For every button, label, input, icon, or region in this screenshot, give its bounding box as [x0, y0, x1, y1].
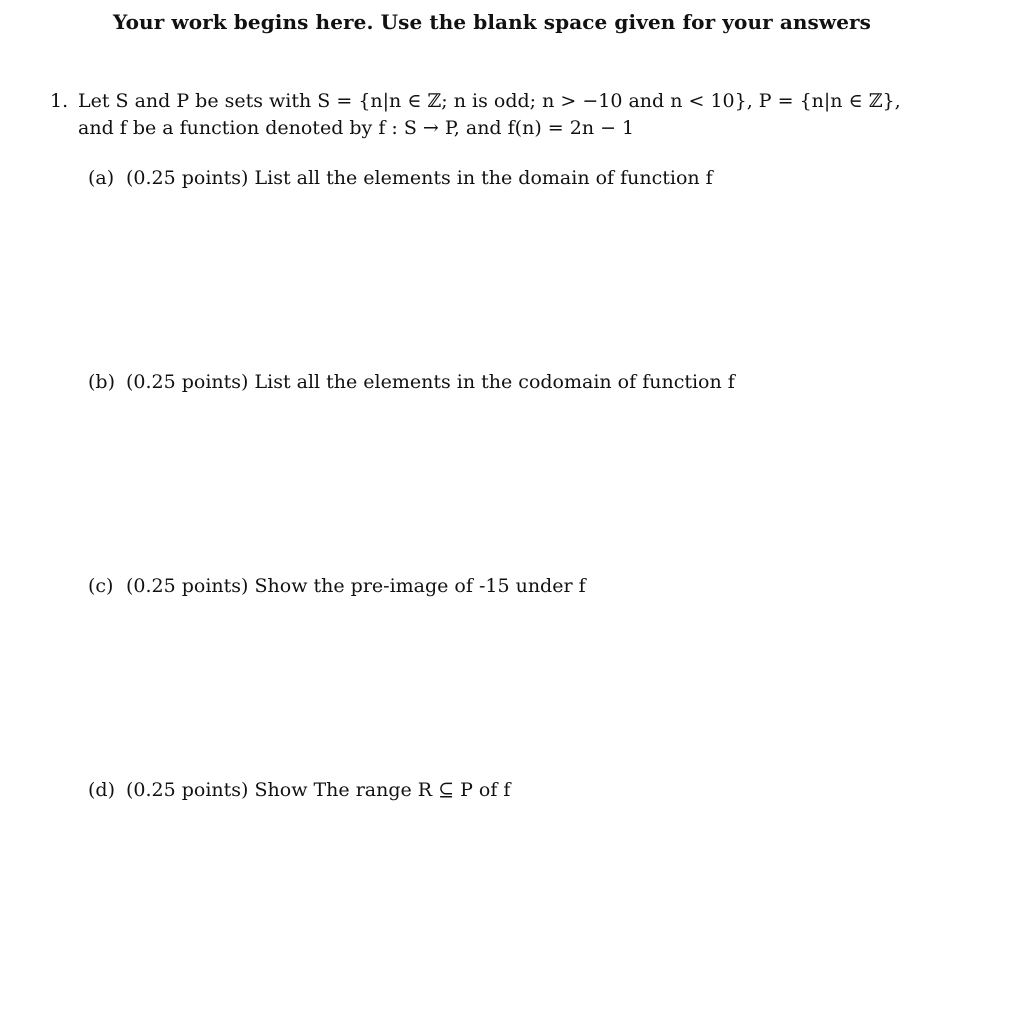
part-label: (c) [88, 575, 114, 597]
answer-space-c[interactable] [88, 608, 988, 768]
part-label: (a) [88, 167, 115, 189]
part-text: (0.25 points) Show The range R ⊆ P of f [126, 779, 511, 801]
page-heading: Your work begins here. Use the blank space given for your answers [112, 10, 872, 34]
part-label: (b) [88, 371, 115, 393]
problem-text-line-2: and f be a function denoted by f : S → P, and f(n) = 2n − 1 [78, 117, 635, 139]
question-part-d [88, 777, 510, 804]
part-text: (0.25 points) List all the elements in the codomain of function f [126, 371, 735, 393]
problem-statement [50, 88, 990, 142]
answer-space-b[interactable] [88, 404, 988, 564]
problem-text-line-1: Let S and P be sets with S = {n|n ∈ ℤ; n is odd; n > −10 and n < 10}, P = {n|n ∈ ℤ}, [78, 90, 901, 112]
question-part-c [88, 573, 586, 600]
problem-line-1 [50, 88, 990, 115]
question-part-a [88, 165, 713, 192]
problem-number: 1. [50, 90, 69, 112]
part-label: (d) [88, 779, 115, 801]
part-text: (0.25 points) List all the elements in the domain of function f [126, 167, 713, 189]
answer-space-a[interactable] [88, 200, 988, 360]
part-text: (0.25 points) Show the pre-image of -15 under f [126, 575, 586, 597]
question-part-b [88, 369, 735, 396]
answer-space-d[interactable] [88, 812, 988, 1012]
